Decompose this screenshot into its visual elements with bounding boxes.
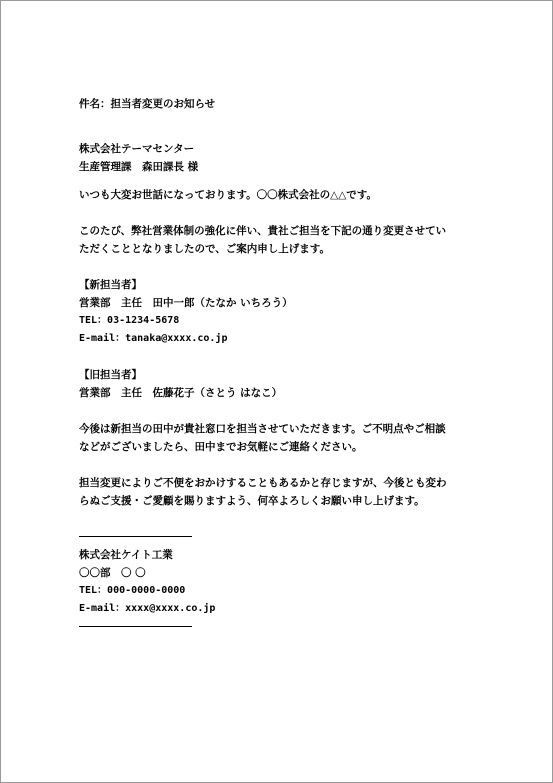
spacer xyxy=(79,176,499,186)
spacer xyxy=(79,113,499,140)
signature-name: 〇〇部 〇 〇 xyxy=(79,567,146,579)
intro-line-1: このたび、弊社営業体制の強化に伴い、貴社ご担当を下記の通り変更させてい xyxy=(79,225,447,237)
new-contact-tel: TEL：03-1234-5678 xyxy=(79,315,180,326)
signature-bottom-rule xyxy=(79,626,192,627)
new-contact-name: 営業部 主任 田中一郎（たなか いちろう） xyxy=(79,297,293,309)
recipient-person: 生産管理課 森田課長 様 xyxy=(79,161,199,173)
spacer xyxy=(79,258,499,276)
greeting-line: いつも大変お世話になっております。〇〇株式会社の△△です。 xyxy=(79,189,377,201)
signature-tel: TEL：000-0000-0000 xyxy=(79,585,186,596)
intro-line-2: ただくこととなりましたので、ご案内申し上げます。 xyxy=(79,243,330,255)
new-contact-email: E-mail：tanaka@xxxx.co.jp xyxy=(79,333,228,344)
spacer xyxy=(79,348,499,366)
spacer xyxy=(79,204,499,222)
body2-line-2: らぬご支援・ご愛顧を賜りますよう、何卒よろしくお願い申し上げます。 xyxy=(79,495,425,507)
body1-line-1: 今後は新担当の田中が貴社窓口を担当させていただきます。ご不明点やご相談 xyxy=(79,423,446,435)
recipient-company: 株式会社テーマセンター xyxy=(79,143,195,155)
body1-line-2: などがございましたら、田中までお気軽にご連絡ください。 xyxy=(79,441,363,453)
letter-body xyxy=(79,95,499,636)
spacer xyxy=(79,456,499,474)
new-contact-heading: 【新担当者】 xyxy=(79,279,142,291)
old-contact-name: 営業部 主任 佐藤花子（さとう はなこ） xyxy=(79,387,283,399)
spacer xyxy=(79,402,499,420)
old-contact-heading: 【旧担当者】 xyxy=(79,369,142,381)
spacer xyxy=(79,510,499,528)
signature-top-rule xyxy=(79,536,192,537)
signature-company: 株式会社ケイト工業 xyxy=(79,549,173,561)
body2-line-1: 担当変更によりご不便をおかけすることもあるかと存じますが、今後とも変わ xyxy=(79,477,447,489)
subject-line: 件名：担当者変更のお知らせ xyxy=(79,98,216,110)
signature-email: E-mail：xxxx@xxxx.co.jp xyxy=(79,603,216,614)
